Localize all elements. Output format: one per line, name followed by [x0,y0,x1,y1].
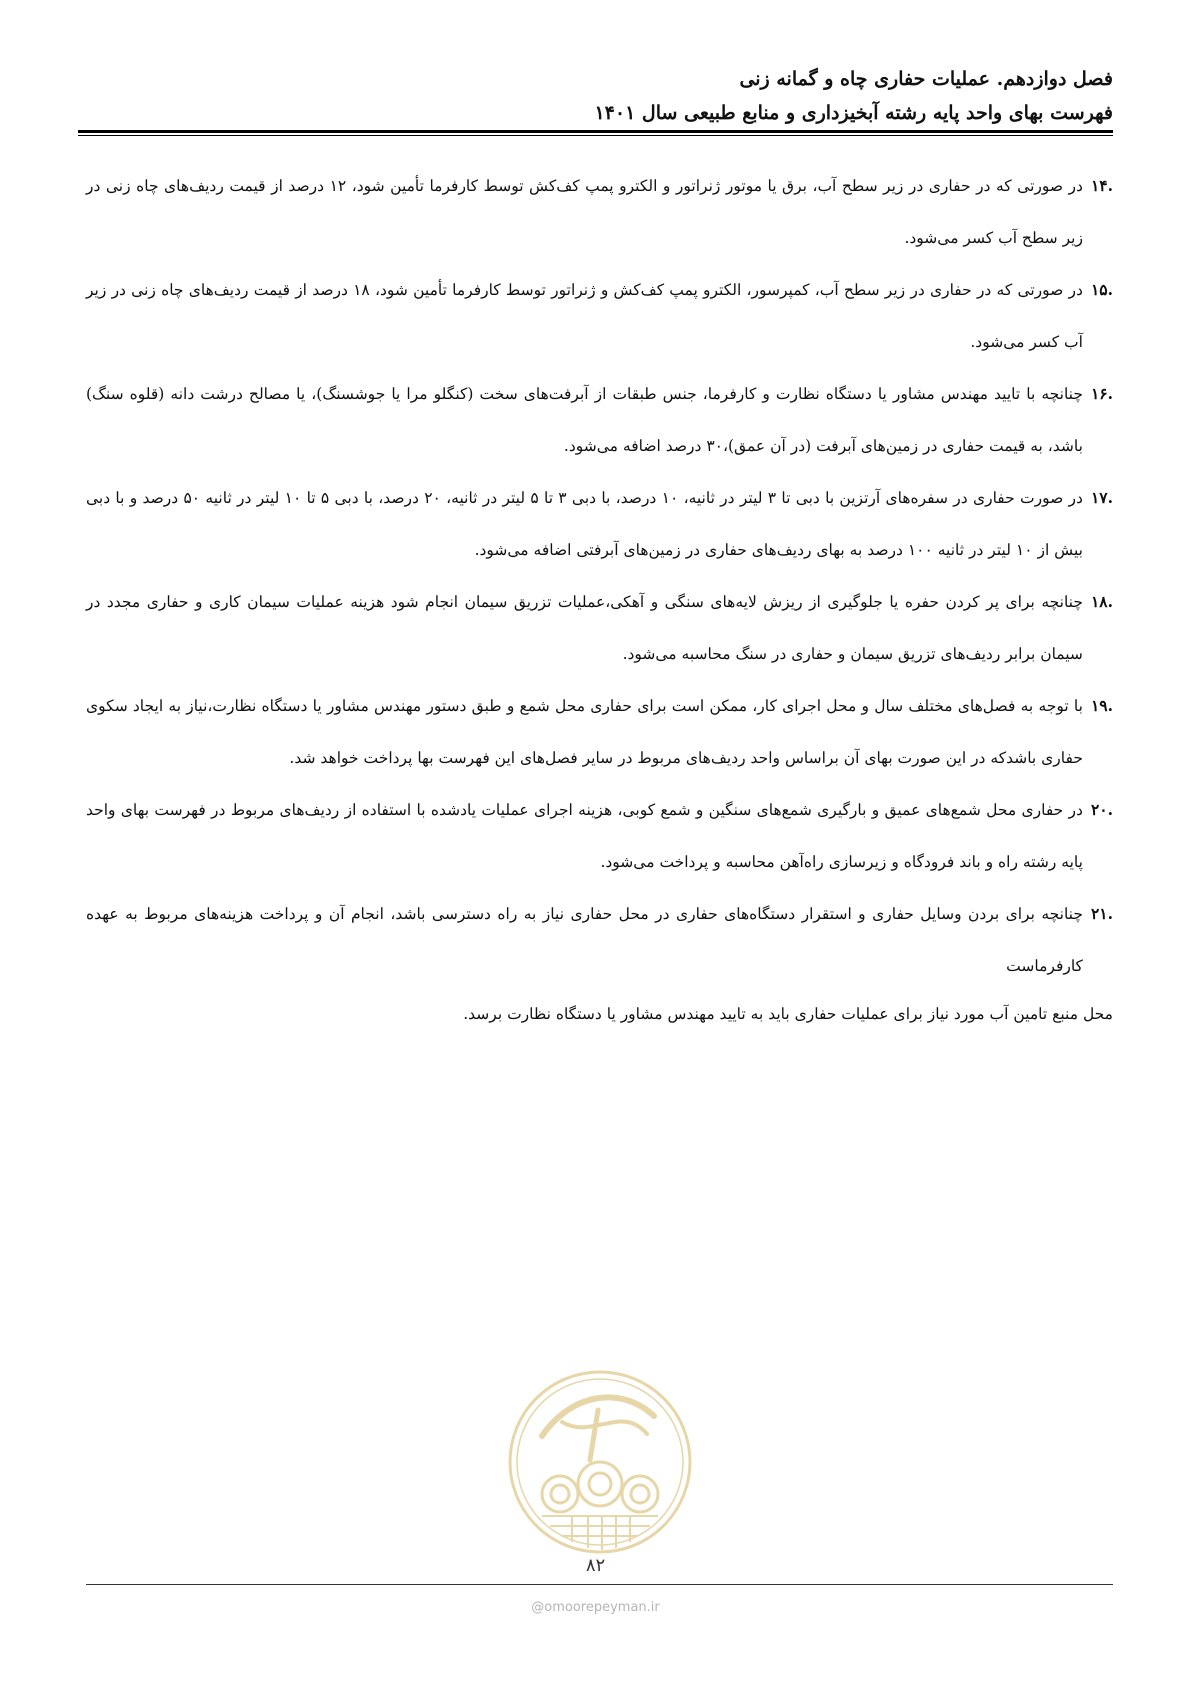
item-text: در صورت حفاری در سفره‌های آرتزین با دبی تا ۳ لیتر در ثانیه، ۱۰ درصد، با دبی ۳ تا ۵ لیتر در ثانیه، ۲۰ درصد، با دبی ۵ تا ۱۰ لیتر در ثانیه ۵۰ درصد و با دبی بیش از ۱۰ لیتر در ثانیه ۱۰۰ درصد به بهای ردیف‌های حفاری در زمین‌های آبرفتی اضافه می‌شود. [86,489,1083,559]
list-item [86,784,1113,888]
item-text: با توجه به فصل‌های مختلف سال و محل اجرای کار، ممکن است برای حفاری محل شمع و طبق دستور مهندس مشاور یا دستگاه نظارت،نیاز به ایجاد سکوی حفاری باشدکه در این صورت بهای آن براساس واحد ردیف‌های مربوط در سایر فصل‌های این فهرست بها پرداخت خواهد شد. [86,697,1083,767]
list-item [86,472,1113,576]
list-item [86,368,1113,472]
item-number: .۱۹ [1090,696,1113,715]
page-number: ۸۲ [585,1555,606,1576]
list-item [86,160,1113,264]
main-content [86,160,1113,1034]
item-text: در حفاری محل شمع‌های عمیق و بارگیری شمع‌های سنگین و شمع کوبی، هزینه اجرای عملیات یادشده با استفاده از ردیف‌های مربوط در فهرست بهای واحد پایه رشته راه و باند فرودگاه و زیرسازی راه‌آهن محاسبه و پرداخت می‌شود. [86,801,1083,871]
document-title: فهرست بهای واحد پایه رشته آبخیزداری و منابع طبیعی سال ۱۴۰۱ [594,102,1113,124]
gears-logo-icon [502,1364,698,1560]
item-number: .۱۸ [1090,592,1113,611]
site-watermark: @omoorepeyman.ir [531,1600,660,1615]
list-item [86,264,1113,368]
item-text: در صورتی که در حفاری در زیر سطح آب، برق یا موتور ژنراتور و الکترو پمپ کف‌کش توسط کارفرما تأمین شود، ۱۲ درصد از قیمت ردیف‌های چاه زنی در زیر سطح آب کسر می‌شود. [86,177,1083,247]
page-header [86,62,1113,130]
header-rule-thin [78,135,1113,136]
chapter-title: فصل دوازدهم. عملیات حفاری چاه و گمانه زنی [739,68,1113,90]
item-number: .۲۱ [1090,904,1113,923]
list-item [86,576,1113,680]
item-number: .۲۰ [1090,800,1113,819]
list-item [86,680,1113,784]
water-source-note: محل منبع تامین آب مورد نیاز برای عملیات حفاری باید به تایید مهندس مشاور یا دستگاه نظارت برسد. [463,1005,1113,1023]
item-number: .۱۵ [1090,280,1113,299]
item-text: چنانچه با تایید مهندس مشاور یا دستگاه نظارت و کارفرما، جنس طبقات از آبرفت‌های سخت (کنگلو مرا یا جوشسنگ)، یا مصالح درشت دانه (قلوه سنگ) باشد، به قیمت حفاری در زمین‌های آبرفت (در آن عمق)،۳۰ درصد اضافه می‌شود. [86,385,1083,455]
item-text: در صورتی که در حفاری در زیر سطح آب، کمپرسور، الکترو پمپ کف‌کش و ژنراتور توسط کارفرما تأمین شود، ۱۸ درصد از قیمت ردیف‌های چاه زنی در زیر آب کسر می‌شود. [86,281,1083,351]
item-number: .۱۶ [1090,384,1113,403]
item-text: چنانچه برای بردن وسایل حفاری و استقرار دستگاه‌های حفاری در محل حفاری نیاز به راه دسترسی باشد، انجام آن و پرداخت هزینه‌های مربوط به عهده کارفرماست [86,905,1083,975]
footer-rule [86,1584,1113,1585]
item-text: چنانچه برای پر کردن حفره یا جلوگیری از ریزش لایه‌های سنگی و آهکی،عملیات تزریق سیمان انجام شود هزینه عملیات سیمان کاری و حفاری مجدد در سیمان برابر ردیف‌های تزریق سیمان و حفاری در سنگ محاسبه می‌شود. [86,593,1083,663]
header-rule-thick [78,130,1113,133]
list-item [86,888,1113,992]
item-number: .۱۴ [1090,176,1113,195]
item-number: .۱۷ [1090,488,1113,507]
